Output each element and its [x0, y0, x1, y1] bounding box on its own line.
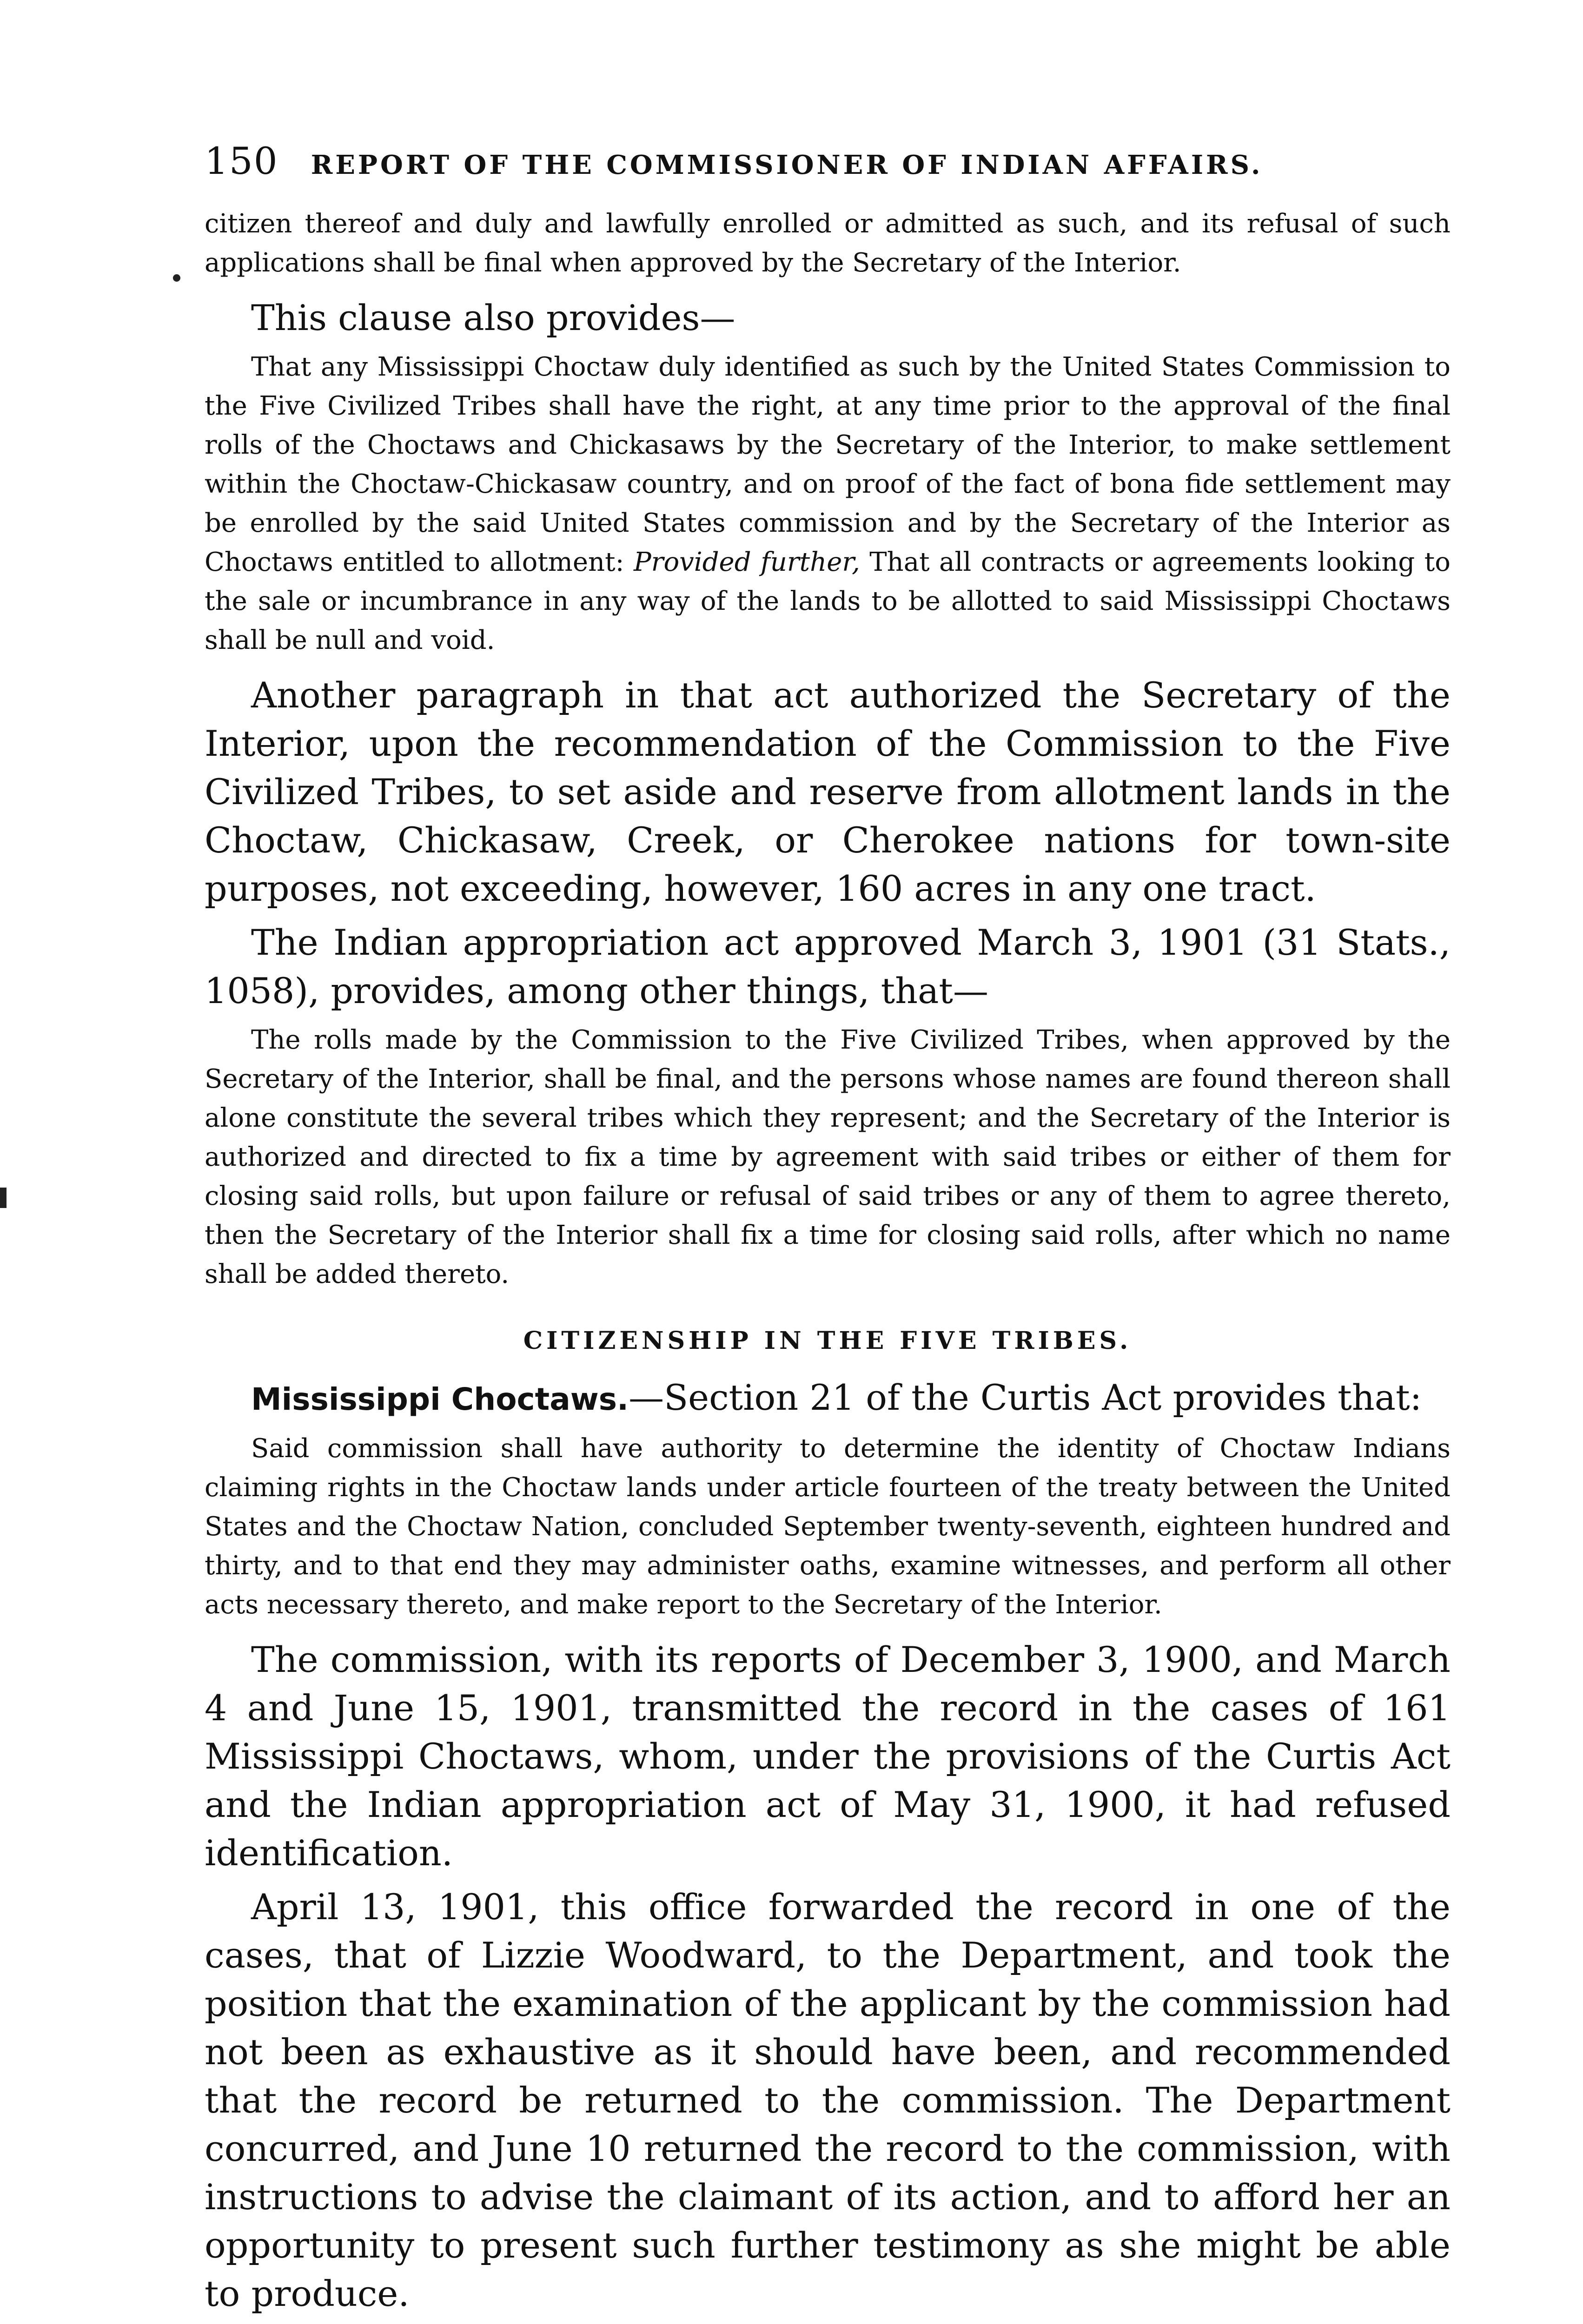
paragraph-commission-reports: The commission, with its reports of December 3, 1900, and March 4 and June 15, 1901, transmitted the record in the cases of 161 Mississippi Choctaws, whom, under the provisions of the Curtis Act and the Indian appropriation act of May 31, 1900, it had refused identification.: [205, 1639, 1451, 1874]
paragraph-continuation: citizen thereof and duly and lawfully enrolled or admitted as such, and its refusal of such applications shall be final when approved by the Secretary of the Interior.: [205, 209, 1451, 278]
running-head: [205, 139, 1451, 195]
paragraph-town-site: Another paragraph in that act authorized the Secretary of the Interior, upon the recommendation of the Commission to the Five Civilized Tribes, to set aside and reserve from allotment lands in the Choctaw, Chickasaw, Creek, or Cherokee nations for town-site purposes, not exceeding, however, 160 acres in any one tract.: [205, 674, 1451, 909]
quote-text-part-2: That all contracts or agreements looking to the sale or incumbrance in any way of the lands to be allotted to said Mississippi Choctaws shall be null and void.: [205, 547, 1451, 655]
scan-edge-mark: [0, 1188, 7, 1208]
paragraph-lizzie-woodward: April 13, 1901, this office forwarded the record in one of the cases, that of Lizzie Woodward, to the Department, and took the position that the examination of the applicant by the commission had not been as exhaustive as it should have been, and recommended that the record be returned to the commission. The Department concurred, and June 10 returned the record to the commission, with instructions to advise the claimant of its action, and to afford her an opportunity to present such further testimony as she might be able to produce.: [205, 1886, 1451, 2314]
scan-dot-mark: [173, 274, 180, 282]
running-title: REPORT OF THE COMMISSIONER OF INDIAN AFFAIRS.: [311, 150, 1263, 180]
lead-in-text: —Section 21 of the Curtis Act provides that:: [629, 1377, 1422, 1418]
quote-italic-provided-further: Provided further,: [634, 547, 860, 577]
lead-in-heading: Mississippi Choctaws.: [251, 1381, 629, 1417]
page-number: 150: [205, 139, 278, 183]
paragraph-clause-provides: This clause also provides—: [251, 297, 735, 338]
quote-mississippi-choctaw-settlement: [205, 348, 1451, 660]
quote-curtis-act-section-21: Said commission shall have authority to determine the identity of Choctaw Indians claiming rights in the Choctaw lands under article fourteen of the treaty between the United States and the Choctaw Nation, concluded September twenty-seventh, eighteen hundred and thirty, and to that end they may administer oaths, examine witnesses, and perform all other acts necessary thereto, and make report to the Secretary of the Interior.: [205, 1433, 1451, 1620]
document-page: [205, 139, 1451, 2324]
section-heading: CITIZENSHIP IN THE FIVE TRIBES.: [523, 1327, 1132, 1355]
paragraph-mississippi-choctaws: [205, 1373, 1451, 1424]
paragraph-appropriation-act-1901: The Indian appropriation act approved March 3, 1901 (31 Stats., 1058), provides, among other things, that—: [205, 922, 1451, 1011]
quote-text-part-1: That any Mississippi Choctaw duly identified as such by the United States Commission to the Five Civilized Tribes shall have the right, at any time prior to the approval of the final rolls of the Choctaws and Chickasaws by the Secretary of the Interior, to make settlement within the Choctaw-Chickasaw country, and on proof of the fact of bona fide settlement may be enrolled by the said United States commission and by the Secretary of the Interior as Choctaws entitled to allotment:: [205, 352, 1451, 577]
quote-rolls-final: The rolls made by the Commission to the Five Civilized Tribes, when approved by the Secretary of the Interior, shall be final, and the persons whose names are found thereon shall alone constitute the several tribes which they represent; and the Secretary of the Interior is authorized and directed to fix a time by agreement with said tribes or either of them for closing said rolls, but upon failure or refusal of said tribes or any of them to agree thereto, then the Secretary of the Interior shall fix a time for closing said rolls, after which no name shall be added thereto.: [205, 1025, 1451, 1289]
